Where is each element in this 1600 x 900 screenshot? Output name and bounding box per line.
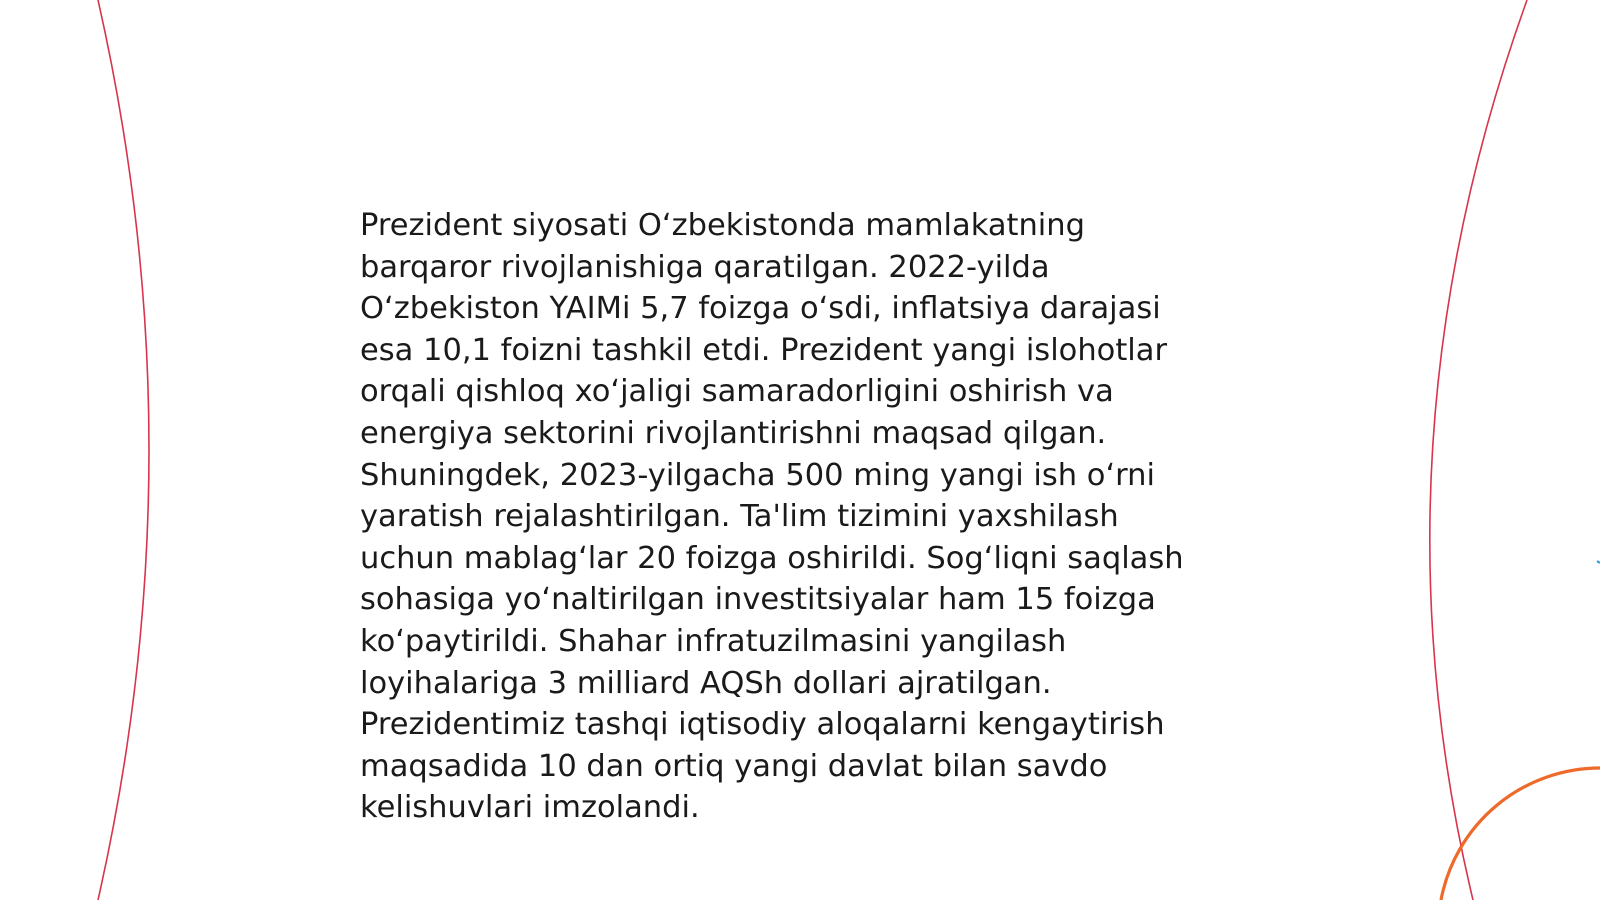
orange-circle-arc: [1441, 768, 1600, 900]
right-red-arc: [1430, 0, 1527, 900]
left-red-arc: [98, 0, 149, 900]
body-paragraph: Prezident siyosati O‘zbekistonda mamlakatning barqaror rivojlanishiga qaratilgan. 2022-yilda O‘zbekiston YAIMi 5,7 foizga o‘sdi, inflatsiya darajasi esa 10,1 foizni tashkil etdi. Prezident yangi islohotlar orqali qishloq xo‘jaligi samaradorligini oshirish va energiya sektorini rivojlantirishni maqsad qilgan. Shuningdek, 2023-yilgacha 500 ming yangi ish o‘rni yaratish rejalashtirilgan. Ta'lim tizimini yaxshilash uchun mablag‘lar 20 foizga oshirildi. Sog‘liqni saqlash sohasiga yo‘naltirilgan investitsiyalar ham 15 foizga ko‘paytirildi. Shahar infratuzilmasini yangilash loyihalariga 3 milliard AQSh dollari ajratilgan. Prezidentimiz tashqi iqtisodiy aloqalarni kengaytirish maqsadida 10 dan ortiq yangi davlat bilan savdo kelishuvlari imzolandi.: [360, 208, 1184, 826]
